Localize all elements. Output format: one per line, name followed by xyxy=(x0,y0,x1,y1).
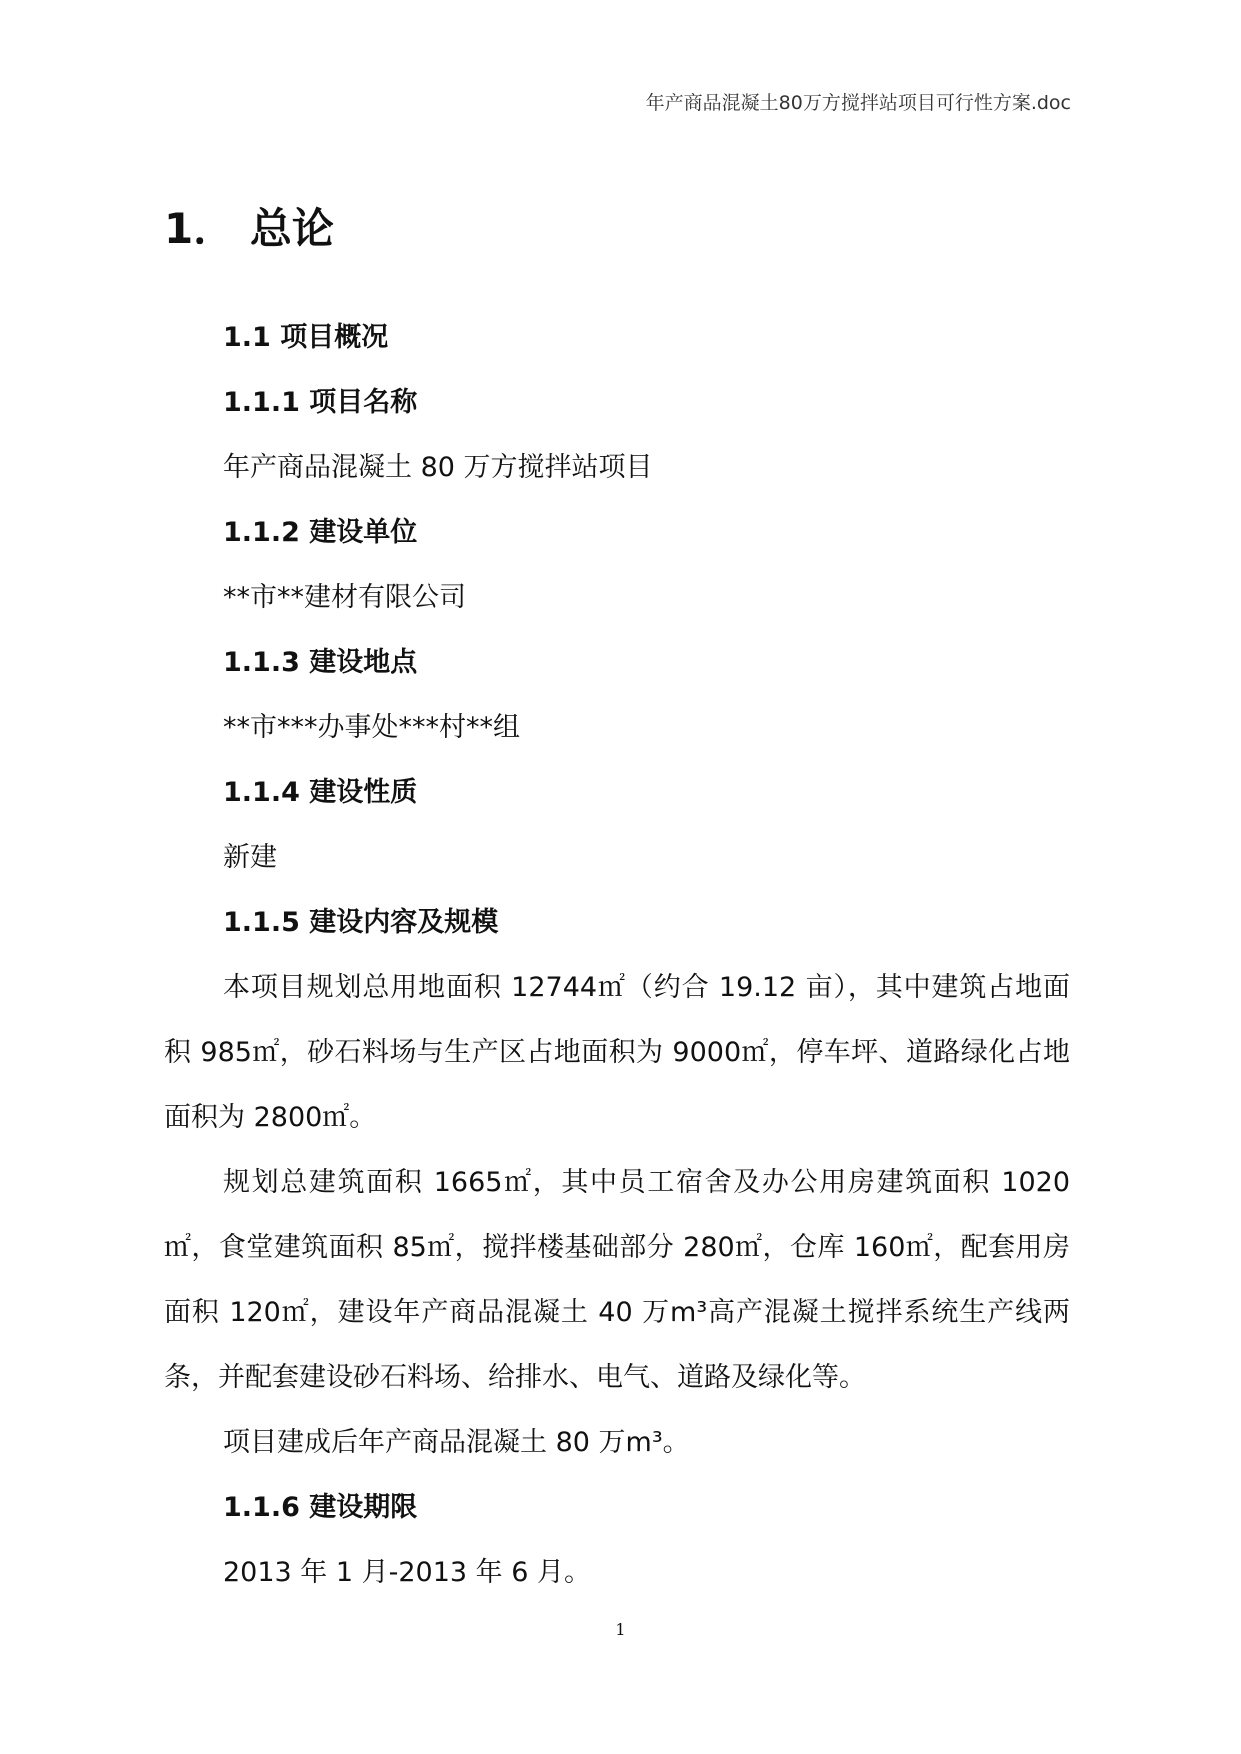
project-name-text: 年产商品混凝土 80 万方搅拌站项目 xyxy=(223,452,653,483)
period-text: 2013 年 1 月-2013 年 6 月。 xyxy=(223,1557,592,1588)
section-heading-1-1-6: 1.1.6 建设期限 xyxy=(223,1492,418,1523)
scale-paragraph-2: 规划总建筑面积 1665㎡，其中员工宿舍及办公用房建筑面积 1020㎡，食堂建筑面积 85㎡，搅拌楼基础部分 280㎡，仓库 160㎡，配套用房面积 120㎡，建设年产商品混凝土 40 万m³高产混凝土搅拌系统生产线两条，并配套建设砂石料场、给排水、电气、道路及绿化等。 xyxy=(164,1167,1070,1393)
builder-text: **市**建材有限公司 xyxy=(223,582,466,613)
section-heading-1-1-5: 1.1.5 建设内容及规模 xyxy=(223,907,499,938)
body-content xyxy=(164,305,1070,1605)
section-heading-1-1-3: 1.1.3 建设地点 xyxy=(223,647,418,678)
chapter-title: 1． 总论 xyxy=(164,204,334,253)
section-heading-1-1: 1.1 项目概况 xyxy=(223,322,389,353)
section-heading-1-1-1: 1.1.1 项目名称 xyxy=(223,387,418,418)
nature-text: 新建 xyxy=(223,842,277,873)
running-header: 年产商品混凝土80万方搅拌站项目可行性方案.doc xyxy=(645,92,1071,114)
location-text: **市***办事处***村**组 xyxy=(223,712,520,743)
page-number: 1 xyxy=(615,1620,626,1639)
section-heading-1-1-2: 1.1.2 建设单位 xyxy=(223,517,418,548)
scale-paragraph-3: 项目建成后年产商品混凝土 80 万m³。 xyxy=(223,1427,690,1458)
section-heading-1-1-4: 1.1.4 建设性质 xyxy=(223,777,418,808)
scale-paragraph-1: 本项目规划总用地面积 12744㎡（约合 19.12 亩），其中建筑占地面积 985㎡，砂石料场与生产区占地面积为 9000㎡，停车坪、道路绿化占地面积为 2800㎡。 xyxy=(164,972,1070,1133)
